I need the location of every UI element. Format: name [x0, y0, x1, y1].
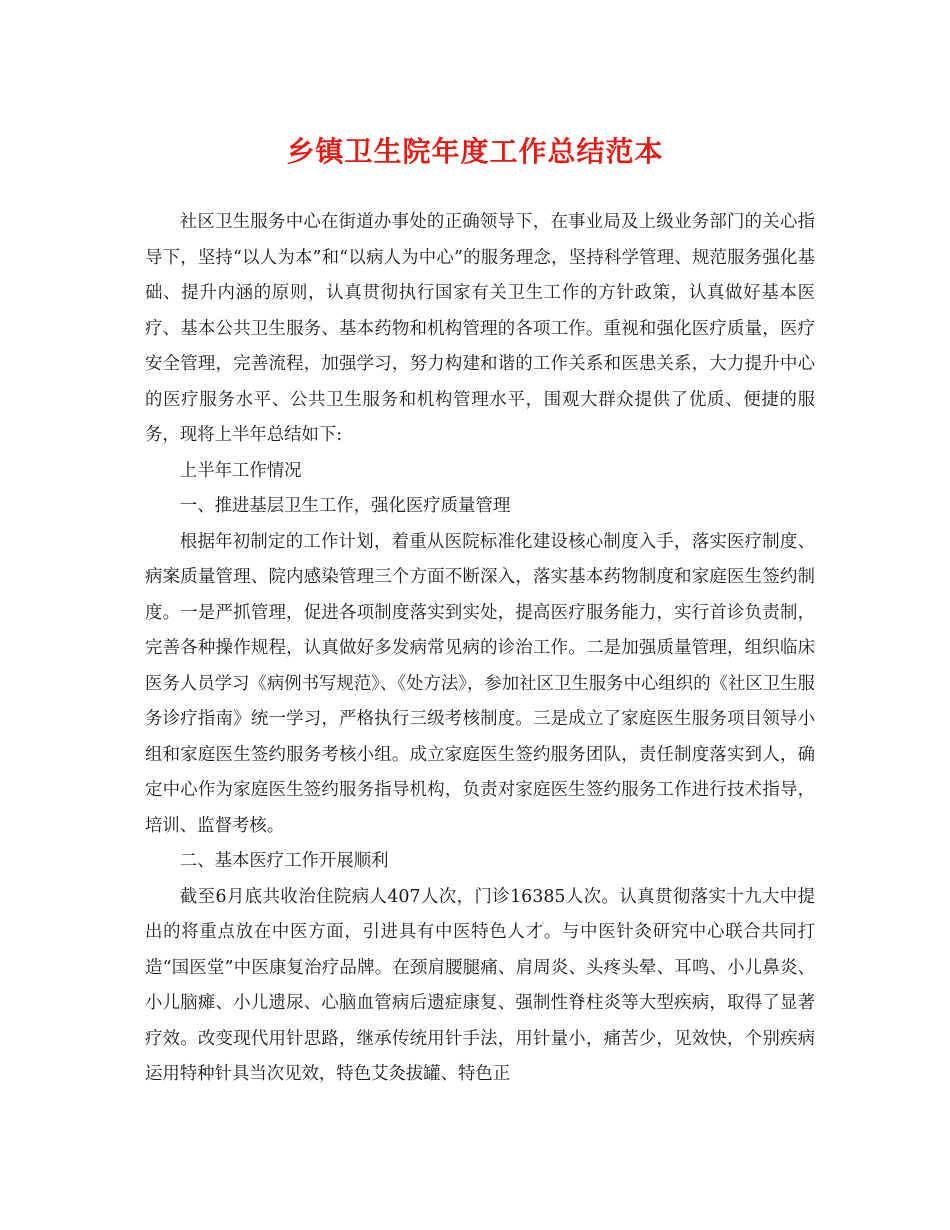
- section-heading-1: 一、推进基层卫生工作，强化医疗质量管理: [179, 496, 511, 516]
- section-heading-2: 二、基本医疗工作开展顺利: [179, 851, 389, 871]
- intro-paragraph: 社区卫生服务中心在街道办事处的正确领导下，在事业局及上级业务部门的关心指导下，坚持“以人为本”和“以病人为中心”的服务理念，坚持科学管理、规范服务强化基础、提升内涵的原则，认真贯彻执行国家有关卫生工作的方针政策，认真做好基本医疗、基本公共卫生服务、基本药物和机构管理的各项工作。重视和强化医疗质量，医疗安全管理，完善流程，加强学习，努力构建和谐的工作关系和医患关系，大力提升中心的医疗服务水平、公共卫生服务和机构管理水平，围观大群众提供了优质、便捷的服务，现将上半年总结如下:: [145, 212, 815, 445]
- document-body: [145, 205, 815, 1093]
- section-1-paragraph: 根据年初制定的工作计划，着重从医院标准化建设核心制度入手，落实医疗制度、病案质量管理、院内感染管理三个方面不断深入，落实基本药物制度和家庭医生签约制度。一是严抓管理，促进各项制度落实到实处，提高医疗服务能力，实行首诊负责制，完善各种操作规程，认真做好多发病常见病的诊治工作。二是加强质量管理，组织临床医务人员学习《病例书写规范》、《处方法》，参加社区卫生服务中心组织的《社区卫生服务诊疗指南》统一学习，严格执行三级考核制度。三是成立了家庭医生服务项目领导小组和家庭医生签约服务考核小组。成立家庭医生签约服务团队，责任制度落实到人，确定中心作为家庭医生签约服务指导机构，负责对家庭医生签约服务工作进行技术指导，培训、监督考核。: [145, 531, 815, 836]
- section-2-paragraph: 截至6月底共收治住院病人407人次，门诊16385人次。认真贯彻落实十九大中提出的将重点放在中医方面，引进具有中医特色人才。与中医针灸研究中心联合共同打造“国医堂”中医康复治疗品牌。在颈肩腰腿痛、肩周炎、头疼头晕、耳鸣、小儿鼻炎、小儿脑瘫、小儿遗尿、心脑血管病后遗症康复、强制性脊柱炎等大型疾病，取得了显著疗效。改变现代用针思路，继承传统用针手法，用针量小，痛苦少，见效快，个别疾病运用特种针具当次见效，特色艾灸拔罐、特色正: [145, 886, 815, 1084]
- document-title: 乡镇卫生院年度工作总结范本: [286, 135, 664, 168]
- section-heading-first-half: 上半年工作情况: [179, 460, 302, 481]
